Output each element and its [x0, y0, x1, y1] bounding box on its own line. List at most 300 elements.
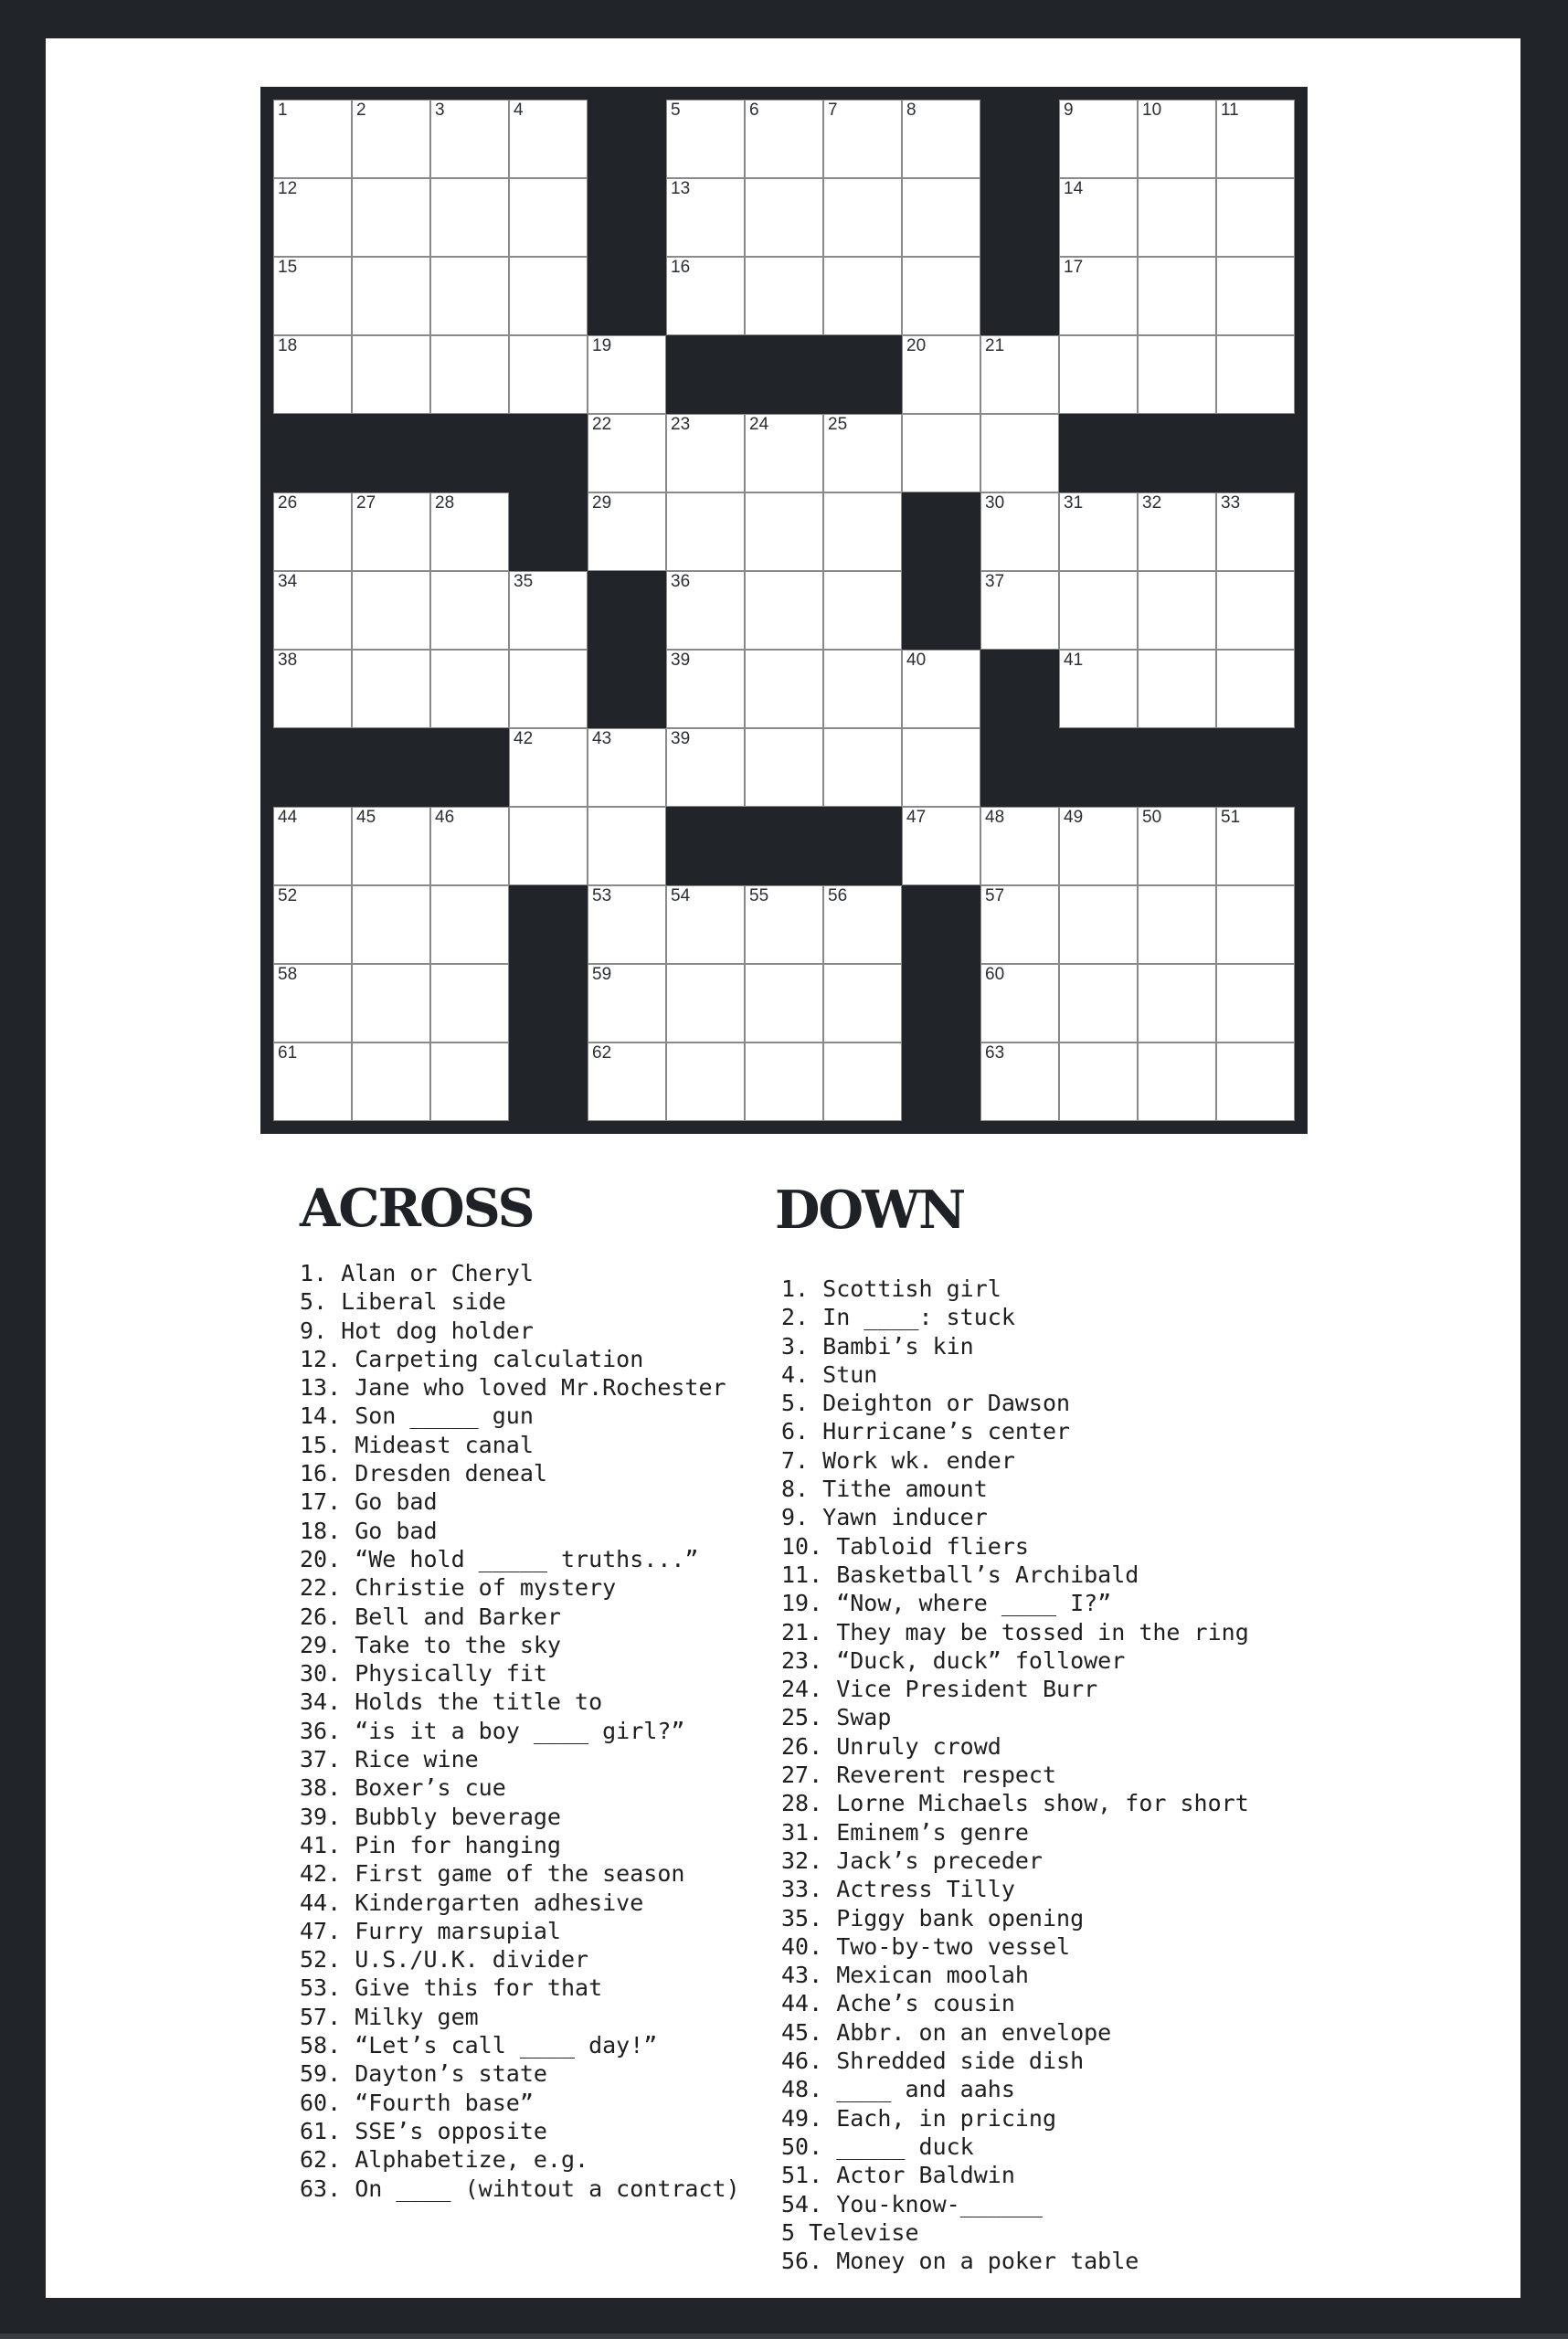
cell-number: 56 — [828, 886, 848, 905]
clue-item: 18. Go bad — [300, 1517, 438, 1544]
clue-item: 24. Vice President Burr — [781, 1676, 1098, 1703]
cell-number: 26 — [278, 493, 298, 513]
grid-cell[interactable] — [273, 1042, 352, 1121]
grid-cell[interactable] — [352, 885, 430, 964]
cell-number: 57 — [985, 886, 1005, 905]
clue-item: 54. You-know-______ — [781, 2190, 1043, 2217]
grid-cell-black — [902, 1042, 980, 1121]
grid-cell-black — [588, 178, 666, 257]
grid-cell-black — [823, 335, 902, 414]
cell-number: 30 — [985, 493, 1005, 513]
grid-cell[interactable] — [352, 492, 430, 571]
grid-cell-black — [588, 100, 666, 178]
grid-cell[interactable] — [1059, 335, 1138, 414]
cell-number: 46 — [435, 808, 455, 827]
clue-item: 27. Reverent respect — [781, 1762, 1057, 1789]
clue-item: 4. Stun — [781, 1360, 878, 1388]
cell-number: 58 — [278, 965, 298, 984]
grid-cell[interactable] — [666, 414, 745, 492]
grid-cell[interactable] — [666, 964, 745, 1042]
grid-cell[interactable] — [1059, 257, 1138, 335]
cell-number: 10 — [1142, 101, 1162, 120]
cell-number: 34 — [278, 572, 298, 591]
cell-number: 32 — [1142, 493, 1162, 513]
cell-number: 48 — [985, 808, 1005, 827]
grid-cell[interactable] — [745, 100, 823, 178]
grid-cell[interactable] — [430, 335, 509, 414]
grid-cell[interactable] — [352, 100, 430, 178]
grid-cell[interactable] — [588, 807, 666, 885]
grid-cell[interactable] — [666, 492, 745, 571]
grid-cell[interactable] — [430, 257, 509, 335]
grid-cell[interactable] — [1138, 1042, 1216, 1121]
grid-cell[interactable] — [902, 335, 980, 414]
grid-cell[interactable] — [1138, 335, 1216, 414]
grid-cell[interactable] — [273, 571, 352, 650]
clue-item: 9. Hot dog holder — [300, 1317, 534, 1344]
cell-number: 13 — [671, 179, 691, 198]
grid-cell-black — [980, 728, 1059, 807]
clue-item: 28. Lorne Michaels show, for short — [781, 1790, 1249, 1817]
grid-cell-black — [666, 807, 745, 885]
down-clue-list — [781, 1275, 1249, 2275]
grid-cell[interactable] — [352, 178, 430, 257]
grid-cell[interactable] — [980, 885, 1059, 964]
grid-cell[interactable] — [1138, 571, 1216, 650]
grid-cell[interactable] — [430, 964, 509, 1042]
clue-item: 20. “We hold _____ truths...” — [300, 1545, 699, 1572]
clue-item: 9. Yawn inducer — [781, 1504, 988, 1531]
grid-cell[interactable] — [430, 571, 509, 650]
grid-cell[interactable] — [745, 414, 823, 492]
grid-cell[interactable] — [745, 1042, 823, 1121]
grid-cell[interactable] — [1138, 100, 1216, 178]
cell-number: 9 — [1064, 101, 1074, 120]
clue-item: 8. Tithe amount — [781, 1476, 988, 1503]
grid-cell-black — [902, 571, 980, 650]
clue-item: 7. Work wk. ender — [781, 1446, 1015, 1474]
clue-item: 1. Alan or Cheryl — [300, 1260, 534, 1286]
cell-number: 44 — [278, 808, 298, 827]
cell-number: 45 — [356, 808, 376, 827]
grid-cell[interactable] — [588, 414, 666, 492]
grid-cell[interactable] — [1059, 807, 1138, 885]
grid-cell[interactable] — [588, 492, 666, 571]
grid-cell[interactable] — [1138, 650, 1216, 728]
clue-item: 31. Eminem’s genre — [781, 1818, 1029, 1846]
grid-cell[interactable] — [823, 1042, 902, 1121]
clue-item: 58. “Let’s call ____ day!” — [300, 2032, 658, 2059]
cell-number: 35 — [514, 572, 534, 591]
grid-cell[interactable] — [1059, 964, 1138, 1042]
grid-cell[interactable] — [1216, 571, 1295, 650]
grid-cell[interactable] — [980, 1042, 1059, 1121]
cell-number: 11 — [1221, 101, 1239, 120]
clue-item: 29. Take to the sky — [300, 1631, 561, 1658]
cell-number: 8 — [906, 101, 916, 120]
grid-cell[interactable] — [902, 257, 980, 335]
grid-cell[interactable] — [902, 414, 980, 492]
grid-cell-black — [509, 964, 588, 1042]
across-heading: ACROSS — [300, 1178, 534, 1239]
grid-cell[interactable] — [1216, 178, 1295, 257]
grid-cell-black — [980, 257, 1059, 335]
grid-cell[interactable] — [745, 885, 823, 964]
grid-cell[interactable] — [1216, 492, 1295, 571]
grid-cell-black — [588, 257, 666, 335]
grid-cell[interactable] — [745, 571, 823, 650]
grid-cell[interactable] — [980, 807, 1059, 885]
clue-item: 36. “is it a boy ____ girl?” — [300, 1717, 685, 1744]
grid-cell[interactable] — [588, 1042, 666, 1121]
clue-item: 44. Ache’s cousin — [781, 1990, 1015, 2017]
cell-number: 19 — [592, 336, 612, 355]
grid-cell-black — [902, 492, 980, 571]
cell-number: 61 — [278, 1043, 298, 1063]
clue-item: 25. Swap — [781, 1704, 892, 1731]
grid-cell[interactable] — [1059, 571, 1138, 650]
grid-cell[interactable] — [352, 335, 430, 414]
clue-item: 47. Furry marsupial — [300, 1917, 561, 1944]
clue-item: 16. Dresden deneal — [300, 1460, 547, 1487]
grid-cell[interactable] — [352, 807, 430, 885]
clue-item: 43. Mexican moolah — [781, 1962, 1029, 1989]
cell-number: 7 — [828, 101, 838, 120]
grid-cell-black — [588, 571, 666, 650]
clue-item: 52. U.S./U.K. divider — [300, 1946, 589, 1974]
grid-cell[interactable] — [902, 178, 980, 257]
grid-cell-black — [902, 885, 980, 964]
grid-cell[interactable] — [1216, 807, 1295, 885]
grid-cell[interactable] — [273, 492, 352, 571]
grid-cell[interactable] — [509, 650, 588, 728]
grid-cell[interactable] — [1216, 257, 1295, 335]
grid-cell[interactable] — [823, 964, 902, 1042]
grid-cell-black — [1216, 728, 1295, 807]
grid-cell[interactable] — [902, 807, 980, 885]
cell-number: 1 — [278, 101, 288, 120]
clue-item: 50. _____ duck — [781, 2133, 974, 2160]
cell-number: 15 — [278, 258, 298, 277]
cell-number: 16 — [671, 258, 691, 277]
grid-cell[interactable] — [823, 257, 902, 335]
grid-cell[interactable] — [273, 335, 352, 414]
grid-cell[interactable] — [823, 492, 902, 571]
grid-cell[interactable] — [588, 885, 666, 964]
down-heading: DOWN — [775, 1180, 965, 1241]
cell-number: 4 — [514, 101, 524, 120]
clue-item: 15. Mideast canal — [300, 1431, 534, 1458]
grid-cell[interactable] — [352, 257, 430, 335]
clue-item: 42. First game of the season — [300, 1860, 685, 1888]
grid-cell[interactable] — [666, 1042, 745, 1121]
cell-number: 5 — [671, 101, 681, 120]
grid-cell-black — [273, 414, 352, 492]
cell-number: 53 — [592, 886, 612, 905]
grid-cell-black — [1216, 414, 1295, 492]
grid-cell[interactable] — [666, 728, 745, 807]
clue-item: 45. Abbr. on an envelope — [781, 2018, 1112, 2046]
cell-number: 41 — [1064, 651, 1084, 670]
cell-number: 54 — [671, 886, 691, 905]
clue-item: 51. Actor Baldwin — [781, 2162, 1015, 2189]
clue-item: 56. Money on a poker table — [781, 2248, 1139, 2275]
grid-cell[interactable] — [588, 728, 666, 807]
cell-number: 31 — [1064, 493, 1084, 513]
grid-cell-black — [588, 650, 666, 728]
grid-cell[interactable] — [1216, 335, 1295, 414]
grid-cell-black — [430, 414, 509, 492]
grid-cell-black — [509, 885, 588, 964]
grid-cell[interactable] — [1059, 492, 1138, 571]
clue-item: 11. Basketball’s Archibald — [781, 1561, 1139, 1588]
clue-item: 22. Christie of mystery — [300, 1574, 617, 1602]
cell-number: 22 — [592, 415, 612, 434]
cell-number: 2 — [356, 101, 366, 120]
clue-item: 19. “Now, where ____ I?” — [781, 1590, 1112, 1617]
grid-cell-black — [745, 335, 823, 414]
cell-number: 59 — [592, 965, 612, 984]
cell-number: 52 — [278, 886, 298, 905]
grid-cell[interactable] — [509, 571, 588, 650]
grid-cell[interactable] — [273, 964, 352, 1042]
clue-item: 49. Each, in pricing — [781, 2104, 1057, 2132]
clue-item: 37. Rice wine — [300, 1746, 479, 1773]
cell-number: 28 — [435, 493, 455, 513]
clue-item: 63. On ____ (wihtout a contract) — [300, 2175, 740, 2202]
clue-item: 26. Bell and Barker — [300, 1603, 561, 1630]
grid-cell[interactable] — [352, 1042, 430, 1121]
grid-cell[interactable] — [588, 964, 666, 1042]
clue-item: 13. Jane who loved Mr.Rochester — [300, 1374, 726, 1402]
grid-cell[interactable] — [1216, 650, 1295, 728]
grid-cell-black — [352, 728, 430, 807]
clue-item: 40. Two-by-two vessel — [781, 1932, 1071, 1960]
cell-number: 38 — [278, 651, 298, 670]
grid-cell[interactable] — [430, 807, 509, 885]
grid-cell[interactable] — [352, 650, 430, 728]
grid-cell-black — [509, 1042, 588, 1121]
grid-cell[interactable] — [1138, 178, 1216, 257]
clue-item: 46. Shredded side dish — [781, 2048, 1085, 2075]
grid-cell[interactable] — [745, 178, 823, 257]
clue-item: 21. They may be tossed in the ring — [781, 1618, 1249, 1646]
grid-cell[interactable] — [823, 571, 902, 650]
grid-cell[interactable] — [273, 178, 352, 257]
grid-cell-black — [1138, 414, 1216, 492]
grid-cell[interactable] — [430, 100, 509, 178]
cell-number: 18 — [278, 336, 298, 355]
cell-number: 25 — [828, 415, 848, 434]
grid-cell[interactable] — [745, 492, 823, 571]
grid-cell[interactable] — [1138, 885, 1216, 964]
cell-number: 37 — [985, 572, 1005, 591]
grid-cell[interactable] — [352, 964, 430, 1042]
grid-cell-black — [666, 335, 745, 414]
clue-item: 2. In ____: stuck — [781, 1304, 1015, 1331]
cell-number: 29 — [592, 493, 612, 513]
clue-item: 5. Liberal side — [300, 1288, 506, 1316]
cell-number: 39 — [671, 729, 691, 748]
grid-cell[interactable] — [1216, 1042, 1295, 1121]
clue-item: 39. Bubbly beverage — [300, 1803, 561, 1830]
cell-number: 21 — [985, 336, 1005, 355]
clue-item: 53. Give this for that — [300, 1974, 603, 2002]
grid-cell[interactable] — [745, 257, 823, 335]
grid-cell[interactable] — [509, 728, 588, 807]
clue-item: 35. Piggy bank opening — [781, 1904, 1085, 1932]
clue-item: 12. Carpeting calculation — [300, 1345, 644, 1372]
grid-cell[interactable] — [1059, 178, 1138, 257]
grid-cell[interactable] — [1138, 964, 1216, 1042]
grid-cell[interactable] — [902, 728, 980, 807]
grid-cell[interactable] — [666, 257, 745, 335]
grid-cell[interactable] — [1059, 100, 1138, 178]
cell-number: 49 — [1064, 808, 1084, 827]
clue-item: 38. Boxer’s cue — [300, 1774, 506, 1802]
grid-cell-black — [509, 492, 588, 571]
grid-cell[interactable] — [273, 807, 352, 885]
cell-number: 50 — [1142, 808, 1162, 827]
grid-cell[interactable] — [430, 178, 509, 257]
grid-cell[interactable] — [509, 257, 588, 335]
cell-number: 3 — [435, 101, 445, 120]
grid-cell-black — [1059, 728, 1138, 807]
grid-cell[interactable] — [430, 1042, 509, 1121]
cell-number: 23 — [671, 415, 691, 434]
grid-cell-black — [1059, 414, 1138, 492]
grid-cell[interactable] — [273, 650, 352, 728]
clue-item: 62. Alphabetize, e.g. — [300, 2146, 589, 2174]
clue-item: 17. Go bad — [300, 1488, 438, 1516]
cell-number: 63 — [985, 1043, 1005, 1063]
grid-cell[interactable] — [509, 807, 588, 885]
cell-number: 47 — [906, 808, 927, 827]
grid-cell[interactable] — [352, 571, 430, 650]
grid-cell[interactable] — [273, 885, 352, 964]
grid-cell[interactable] — [980, 571, 1059, 650]
frame-bottom-edge — [0, 2334, 1568, 2339]
grid-cell[interactable] — [980, 492, 1059, 571]
clue-item: 23. “Duck, duck” follower — [781, 1646, 1126, 1674]
cell-number: 62 — [592, 1043, 612, 1063]
clue-item: 1. Scottish girl — [781, 1275, 1001, 1302]
grid-cell[interactable] — [509, 100, 588, 178]
grid-cell[interactable] — [666, 571, 745, 650]
clue-item: 48. ____ and aahs — [781, 2076, 1015, 2103]
grid-cell[interactable] — [1138, 257, 1216, 335]
grid-cell[interactable] — [666, 100, 745, 178]
grid-cell[interactable] — [273, 100, 352, 178]
cell-number: 33 — [1221, 493, 1241, 513]
clue-item: 14. Son _____ gun — [300, 1402, 534, 1430]
clue-item: 30. Physically fit — [300, 1660, 547, 1688]
cell-number: 51 — [1221, 808, 1241, 827]
clue-item: 44. Kindergarten adhesive — [300, 1889, 644, 1916]
grid-cell[interactable] — [666, 885, 745, 964]
cell-number: 55 — [749, 886, 769, 905]
cell-number: 39 — [671, 651, 691, 670]
grid-cell[interactable] — [273, 257, 352, 335]
grid-cell[interactable] — [1138, 492, 1216, 571]
grid-cell[interactable] — [980, 414, 1059, 492]
grid-cell[interactable] — [1216, 964, 1295, 1042]
grid-cell[interactable] — [745, 728, 823, 807]
grid-cell-black — [1138, 728, 1216, 807]
grid-cell-black — [430, 728, 509, 807]
cell-number: 24 — [749, 415, 769, 434]
clue-item: 32. Jack’s preceder — [781, 1847, 1043, 1874]
grid-cell[interactable] — [1216, 100, 1295, 178]
crossword-grid — [260, 87, 1308, 1134]
clue-item: 5 Televise — [781, 2218, 919, 2246]
grid-cell-black — [980, 650, 1059, 728]
grid-cell-black — [745, 807, 823, 885]
clue-item: 34. Holds the title to — [300, 1688, 603, 1716]
cell-number: 36 — [671, 572, 691, 591]
cell-number: 12 — [278, 179, 298, 198]
grid-cell[interactable] — [1059, 1042, 1138, 1121]
grid-cell[interactable] — [823, 100, 902, 178]
grid-cell[interactable] — [980, 335, 1059, 414]
grid-cell-black — [980, 100, 1059, 178]
grid-cell[interactable] — [902, 100, 980, 178]
grid-cell-black — [509, 414, 588, 492]
clue-item: 3. Bambi’s kin — [781, 1332, 974, 1360]
grid-cell[interactable] — [666, 650, 745, 728]
grid-cell-black — [823, 807, 902, 885]
grid-cell[interactable] — [509, 178, 588, 257]
cell-number: 40 — [906, 651, 927, 670]
grid-cell-black — [902, 964, 980, 1042]
grid-cell[interactable] — [980, 964, 1059, 1042]
clue-item: 6. Hurricane’s center — [781, 1418, 1071, 1445]
grid-cell[interactable] — [666, 178, 745, 257]
clue-item: 26. Unruly crowd — [781, 1732, 1001, 1760]
grid-cell[interactable] — [823, 650, 902, 728]
grid-cell-black — [980, 178, 1059, 257]
grid-cell[interactable] — [823, 178, 902, 257]
clue-item: 60. “Fourth base” — [300, 2089, 534, 2116]
grid-cell[interactable] — [745, 964, 823, 1042]
clue-item: 41. Pin for hanging — [300, 1831, 561, 1858]
cell-number: 20 — [906, 336, 927, 355]
cell-number: 17 — [1064, 258, 1084, 277]
grid-cell[interactable] — [1216, 885, 1295, 964]
grid-cell[interactable] — [745, 650, 823, 728]
clue-item: 61. SSE’s opposite — [300, 2117, 547, 2144]
grid-cell[interactable] — [588, 335, 666, 414]
puzzle-paper — [46, 38, 1520, 2298]
grid-cell[interactable] — [430, 885, 509, 964]
grid-cell[interactable] — [1138, 807, 1216, 885]
grid-cell[interactable] — [902, 650, 980, 728]
grid-cell[interactable] — [430, 492, 509, 571]
across-clue-list — [300, 1259, 740, 2203]
grid-cell[interactable] — [823, 728, 902, 807]
grid-cell[interactable] — [509, 335, 588, 414]
grid-cell[interactable] — [1059, 885, 1138, 964]
clue-item: 59. Dayton’s state — [300, 2060, 547, 2088]
grid-cell[interactable] — [430, 650, 509, 728]
cell-number: 42 — [514, 729, 534, 748]
grid-cell[interactable] — [1059, 650, 1138, 728]
grid-cell[interactable] — [823, 414, 902, 492]
clue-item: 57. Milky gem — [300, 2003, 479, 2030]
cell-number: 27 — [356, 493, 376, 513]
grid-cell[interactable] — [823, 885, 902, 964]
cell-number: 6 — [749, 101, 759, 120]
